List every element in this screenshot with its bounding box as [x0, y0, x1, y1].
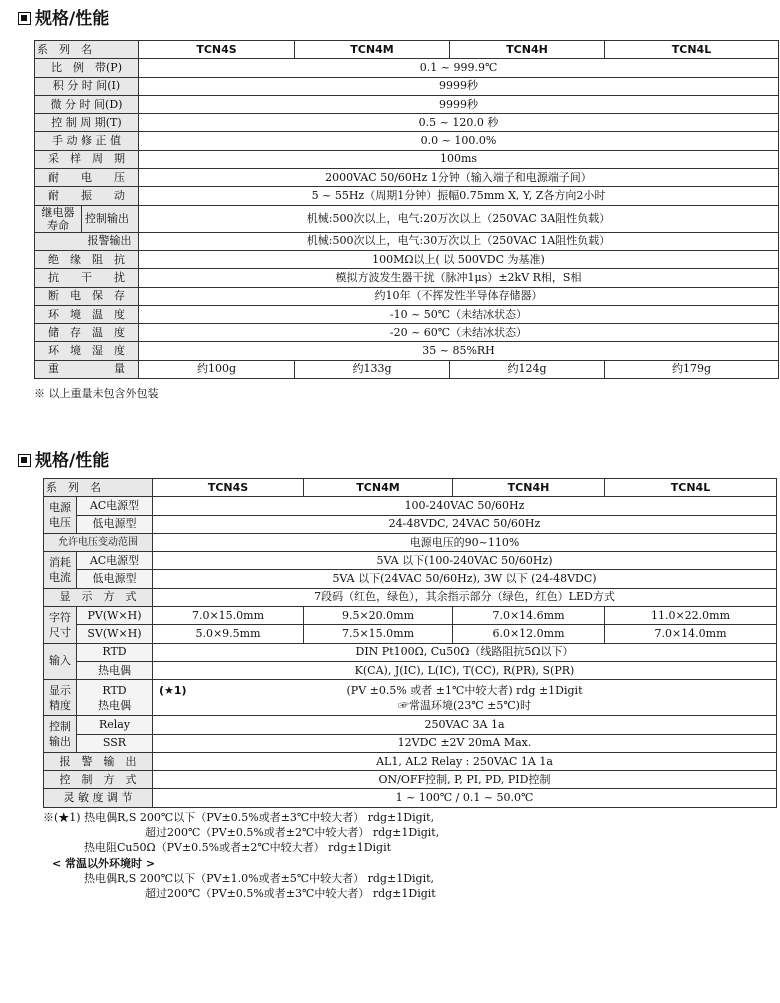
table-row — [35, 250, 779, 268]
model-header-tcn4l: TCN4L — [605, 41, 779, 59]
table-row — [35, 169, 779, 187]
table-row — [44, 680, 777, 716]
row-value: K(CA), J(IC), L(IC), T(CC), R(PR), S(PR) — [153, 661, 777, 679]
consumption-label: 消耗电流 — [44, 552, 77, 589]
table-row — [35, 269, 779, 287]
control-output-label: 控制输出 — [44, 716, 77, 753]
row-value: 机械:500次以上，电气:30万次以上（250VAC 1A阻性负载） — [139, 232, 779, 250]
table-row — [35, 150, 779, 168]
row-value: 0.0 ~ 100.0% — [139, 132, 779, 150]
table-row — [35, 77, 779, 95]
row-label: 环 境 湿 度 — [35, 342, 139, 360]
weight-tcn4h: 约124g — [450, 360, 605, 378]
sensitivity-label: 灵 敏 度 调 节 — [44, 789, 153, 807]
pv-size-tcn4l: 11.0×22.0mm — [605, 607, 777, 625]
table-row — [44, 752, 777, 770]
row-value: 电源电压的90~110% — [153, 533, 777, 551]
relay-life-cell — [35, 205, 139, 232]
table-row — [44, 643, 777, 661]
char-size-label: 字符尺寸 — [44, 607, 77, 644]
row-value: 0.5 ~ 120.0 秒 — [139, 114, 779, 132]
ac-power-label: AC电源型 — [77, 552, 153, 570]
weight-footnote: ※ 以上重量未包含外包装 — [34, 387, 159, 400]
accuracy-line-2: ☞常温环境(23℃ ±5℃)时 — [398, 698, 531, 712]
table-row — [35, 232, 779, 250]
weight-row — [35, 360, 779, 378]
series-header-text: 系 列 名 — [46, 480, 101, 494]
relay-sub-label: 控制输出 — [85, 211, 129, 225]
table-row — [35, 205, 779, 232]
control-method-label: 控 制 方 式 — [44, 771, 153, 789]
row-value: -20 ~ 60℃（未结冰状态） — [139, 324, 779, 342]
relay-life-label: 继电器寿命 — [35, 206, 82, 232]
row-value: 250VAC 3A 1a — [153, 716, 777, 734]
relay-label: Relay — [77, 716, 153, 734]
row-value: 模拟方波发生器干扰（脉冲1μs）±2kV R相，S相 — [139, 269, 779, 287]
accuracy-sub-labels — [77, 680, 153, 716]
row-value: AL1, AL2 Relay : 250VAC 1A 1a — [153, 752, 777, 770]
table-header-row — [35, 41, 779, 59]
table-row — [35, 187, 779, 205]
table-row — [35, 305, 779, 323]
table-row — [44, 716, 777, 734]
weight-tcn4s: 约100g — [139, 360, 295, 378]
sv-size-tcn4h: 6.0×12.0mm — [453, 625, 605, 643]
row-label: 比 例 带(P) — [35, 59, 139, 77]
weight-tcn4l: 约179g — [605, 360, 779, 378]
row-label: 手 动 修 正 值 — [35, 132, 139, 150]
table-row — [35, 59, 779, 77]
spec-table-2 — [43, 478, 777, 808]
table-row — [35, 95, 779, 113]
row-value: 7段码（红色，绿色），其余指示部分（绿色，红色）LED方式 — [153, 588, 777, 606]
row-label: 采 样 周 期 — [35, 150, 139, 168]
section-1-title — [18, 9, 109, 29]
low-power-label: 低电源型 — [77, 570, 153, 588]
accuracy-line-1: (PV ±0.5% 或者 ±1℃中较大者) rdg ±1Digit — [346, 683, 583, 697]
pv-size-tcn4s: 7.0×15.0mm — [153, 607, 304, 625]
display-method-label: 显 示 方 式 — [44, 588, 153, 606]
row-value: -10 ~ 50℃（未结冰状态） — [139, 305, 779, 323]
footnote-line: 超过200℃（PV±0.5%或者±3℃中较大者） rdg±1Digit — [145, 887, 436, 900]
ssr-label: SSR — [77, 734, 153, 752]
footnote-line: ※(★1) 热电偶R,S 200℃以下（PV±0.5%或者±3℃中较大者） rdg±1Digit, — [43, 811, 435, 824]
row-label: 微 分 时 间(D) — [35, 95, 139, 113]
table-row — [35, 342, 779, 360]
row-label: 储 存 温 度 — [35, 324, 139, 342]
row-value: 100ms — [139, 150, 779, 168]
row-value: 5VA 以下(24VAC 50/60Hz), 3W 以下 (24-48VDC) — [153, 570, 777, 588]
accuracy-tc-label: 热电偶 — [98, 698, 131, 712]
input-label: 输入 — [44, 643, 77, 680]
footnote-line: 热电偶R,S 200℃以下（PV±1.0%或者±5℃中较大者） rdg±1Digit, — [84, 872, 435, 885]
table-row — [44, 588, 777, 606]
table-row — [44, 552, 777, 570]
series-header — [44, 479, 153, 497]
weight-label: 重 量 — [35, 360, 139, 378]
row-label: 耐 振 动 — [35, 187, 139, 205]
weight-tcn4m: 约133g — [295, 360, 450, 378]
row-value: 1 ~ 100℃ / 0.1 ~ 50.0℃ — [153, 789, 777, 807]
model-header-tcn4s: TCN4S — [139, 41, 295, 59]
row-value: 9999秒 — [139, 95, 779, 113]
row-value: 100-240VAC 50/60Hz — [153, 497, 777, 515]
square-bullet-icon — [18, 454, 31, 467]
square-bullet-icon — [18, 12, 31, 25]
table-header-row — [44, 479, 777, 497]
section-1-title-text: 规格/性能 — [35, 9, 110, 29]
series-header — [35, 41, 139, 59]
row-value: ON/OFF控制, P, PI, PD, PID控制 — [153, 771, 777, 789]
row-label: 环 境 温 度 — [35, 305, 139, 323]
footnote-line: 超过200℃（PV±0.5%或者±2℃中较大者） rdg±1Digit, — [145, 826, 440, 839]
accuracy-label: 显示精度 — [44, 680, 77, 716]
pv-size-tcn4m: 9.5×20.0mm — [304, 607, 453, 625]
allowable-voltage-label: 允许电压变动范围 — [44, 533, 153, 551]
table-row — [44, 497, 777, 515]
accuracy-rtd-label: RTD — [102, 683, 127, 697]
model-header-tcn4m: TCN4M — [295, 41, 450, 59]
series-header-text: 系 列 名 — [37, 42, 92, 56]
model-header-tcn4m: TCN4M — [304, 479, 453, 497]
row-label: 控 制 周 期(T) — [35, 114, 139, 132]
table-row — [44, 771, 777, 789]
low-power-label: 低电源型 — [77, 515, 153, 533]
table-row — [35, 287, 779, 305]
row-value: 35 ~ 85%RH — [139, 342, 779, 360]
table-row — [44, 515, 777, 533]
row-value: 约10年（不挥发性半导体存储器） — [139, 287, 779, 305]
pv-size-tcn4h: 7.0×14.6mm — [453, 607, 605, 625]
model-header-tcn4h: TCN4H — [450, 41, 605, 59]
table-row — [44, 734, 777, 752]
star-1-mark: (★1) — [159, 684, 187, 698]
row-value: 24-48VDC, 24VAC 50/60Hz — [153, 515, 777, 533]
accuracy-value — [153, 680, 777, 716]
thermocouple-label: 热电偶 — [77, 661, 153, 679]
row-value: 100MΩ以上( 以 500VDC 为基准) — [139, 250, 779, 268]
table-row — [35, 114, 779, 132]
table-row — [44, 533, 777, 551]
table-row — [35, 324, 779, 342]
row-value: DIN Pt100Ω, Cu50Ω（线路阻抗5Ω以下） — [153, 643, 777, 661]
spec-table-1 — [34, 40, 779, 379]
sv-size-tcn4s: 5.0×9.5mm — [153, 625, 304, 643]
table-row — [44, 607, 777, 625]
row-value: 9999秒 — [139, 77, 779, 95]
section-2-title-text: 规格/性能 — [35, 451, 110, 471]
model-header-tcn4s: TCN4S — [153, 479, 304, 497]
footnote-line: 热电阻Cu50Ω（PV±0.5%或者±2℃中较大者） rdg±1Digit — [84, 841, 392, 854]
row-label: 绝 缘 阻 抗 — [35, 250, 139, 268]
section-2-title — [18, 451, 109, 471]
table-row — [44, 625, 777, 643]
sv-size-tcn4m: 7.5×15.0mm — [304, 625, 453, 643]
pv-size-label: PV(W×H) — [77, 607, 153, 625]
row-value: 12VDC ±2V 20mA Max. — [153, 734, 777, 752]
footnote-heading: < 常温以外环境时 > — [52, 857, 156, 870]
rtd-label: RTD — [77, 643, 153, 661]
row-value: 5 ~ 55Hz（周期1分钟）振幅0.75mm X, Y, Z各方向2小时 — [139, 187, 779, 205]
row-value: 5VA 以下(100-240VAC 50/60Hz) — [153, 552, 777, 570]
sv-size-label: SV(W×H) — [77, 625, 153, 643]
power-voltage-label: 电源电压 — [44, 497, 77, 534]
table-row — [35, 132, 779, 150]
ac-power-label: AC电源型 — [77, 497, 153, 515]
model-header-tcn4l: TCN4L — [605, 479, 777, 497]
row-label: 抗 干 扰 — [35, 269, 139, 287]
table-row — [44, 661, 777, 679]
row-label: 耐 电 压 — [35, 169, 139, 187]
sv-size-tcn4l: 7.0×14.0mm — [605, 625, 777, 643]
row-label: 断 电 保 存 — [35, 287, 139, 305]
model-header-tcn4h: TCN4H — [453, 479, 605, 497]
row-value: 机械:500次以上，电气:20万次以上（250VAC 3A阻性负载） — [139, 205, 779, 232]
row-value: 0.1 ~ 999.9℃ — [139, 59, 779, 77]
alarm-output-label: 报 警 输 出 — [44, 752, 153, 770]
table-row — [44, 789, 777, 807]
row-value: 2000VAC 50/60Hz 1分钟（输入端子和电源端子间） — [139, 169, 779, 187]
table-row — [44, 570, 777, 588]
relay-sub-label: 报警输出 — [35, 232, 139, 250]
row-label: 积 分 时 间(I) — [35, 77, 139, 95]
